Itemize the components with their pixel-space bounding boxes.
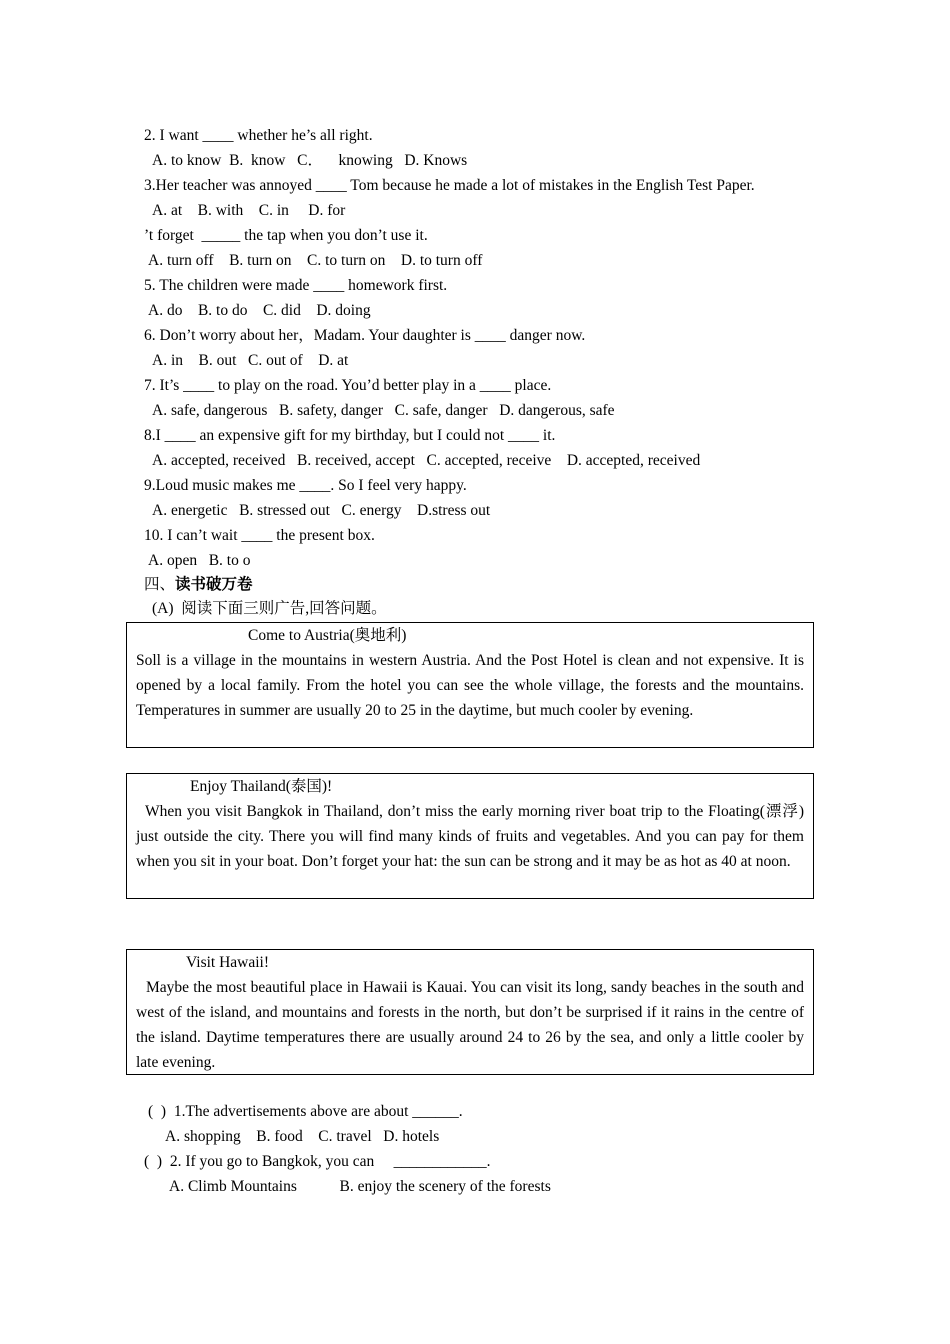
ad-box-austria xyxy=(126,622,814,748)
question-7-options: A. safe, dangerous B. safety, danger C. safe, danger D. dangerous, safe xyxy=(152,402,615,419)
question-4-stem: ’t forget _____ the tap when you don’t use it. xyxy=(144,227,428,244)
question-9-options: A. energetic B. stressed out C. energy D.stress out xyxy=(152,502,491,519)
section-title: 读书破万卷 xyxy=(175,576,253,593)
question-3-stem: 3.Her teacher was annoyed ____ Tom because he made a lot of mistakes in the English Test Paper. xyxy=(144,177,755,194)
ad-box-thailand xyxy=(126,773,814,899)
question-6-options: A. in B. out C. out of D. at xyxy=(152,352,349,369)
ad-body-austria: Soll is a village in the mountains in western Austria. And the Post Hotel is clean and not expensive. It is opened by a local family. From the hotel you can see the whole village, the forests and the mountains. Temperatures in summer are usually 20 to 25 in the daytime, but much cooler by evening. xyxy=(136,652,804,719)
question-10-options: A. open B. to o xyxy=(148,552,251,569)
question-8-stem: 8.I ____ an expensive gift for my birthday, but I could not ____ it. xyxy=(144,427,556,444)
question-6-stem: 6. Don’t worry about her，Madam. Your daughter is ____ danger now. xyxy=(144,327,586,344)
reading-question-2-stem: ( ) 2. If you go to Bangkok, you can ____________. xyxy=(144,1153,491,1170)
ad-title-hawaii: Visit Hawaii! xyxy=(186,954,270,971)
reading-question-2-options: A. Climb Mountains B. enjoy the scenery of the forests xyxy=(169,1178,551,1195)
question-4-options: A. turn off B. turn on C. to turn on D. to turn off xyxy=(148,252,483,269)
ad-body-thailand: When you visit Bangkok in Thailand, don’t miss the early morning river boat trip to the Floating(漂浮) just outside the city. There you will find many kinds of fruits and vegetables. And you can pay for them when you sit in your boat. Don’t forget your hat: the sun can be strong and it may be as hot as 40 at noon. xyxy=(136,803,804,870)
question-2-stem: 2. I want ____ whether he’s all right. xyxy=(144,127,373,144)
ad-title-thailand: Enjoy Thailand(泰国)! xyxy=(190,778,333,795)
question-9-stem: 9.Loud music makes me ____. So I feel very happy. xyxy=(144,477,467,494)
question-10-stem: 10. I can’t wait ____ the present box. xyxy=(144,527,375,544)
question-5-options: A. do B. to do C. did D. doing xyxy=(148,302,371,319)
ad-box-hawaii xyxy=(126,949,814,1075)
question-5-stem: 5. The children were made ____ homework first. xyxy=(144,277,448,294)
question-3-options: A. at B. with C. in D. for xyxy=(152,202,346,219)
reading-question-1-stem: ( ) 1.The advertisements above are about ______. xyxy=(148,1103,463,1120)
question-8-options: A. accepted, received B. received, accept C. accepted, receive D. accepted, received xyxy=(152,452,701,469)
reading-question-1-options: A. shopping B. food C. travel D. hotels xyxy=(165,1128,440,1145)
question-2-options: A. to know B. know C． knowing D. Knows xyxy=(152,152,468,169)
question-7-stem: 7. It’s ____ to play on the road. You’d better play in a ____ place. xyxy=(144,377,552,394)
part-a-instruction: (A) 阅读下面三则广告,回答问题。 xyxy=(152,600,387,617)
ad-title-austria: Come to Austria(奥地利) xyxy=(248,627,407,644)
section-number: 四、 xyxy=(144,576,176,593)
ad-body-hawaii: Maybe the most beautiful place in Hawaii is Kauai. You can visit its long, sandy beaches in the south and west of the island, and mountains and forests in the north, but don’t be surprised if it rains in the centre of the island. Daytime temperatures there are usually around 24 to 26 by the sea, and only a little cooler by late evening. xyxy=(136,979,804,1071)
section-heading xyxy=(144,575,253,595)
